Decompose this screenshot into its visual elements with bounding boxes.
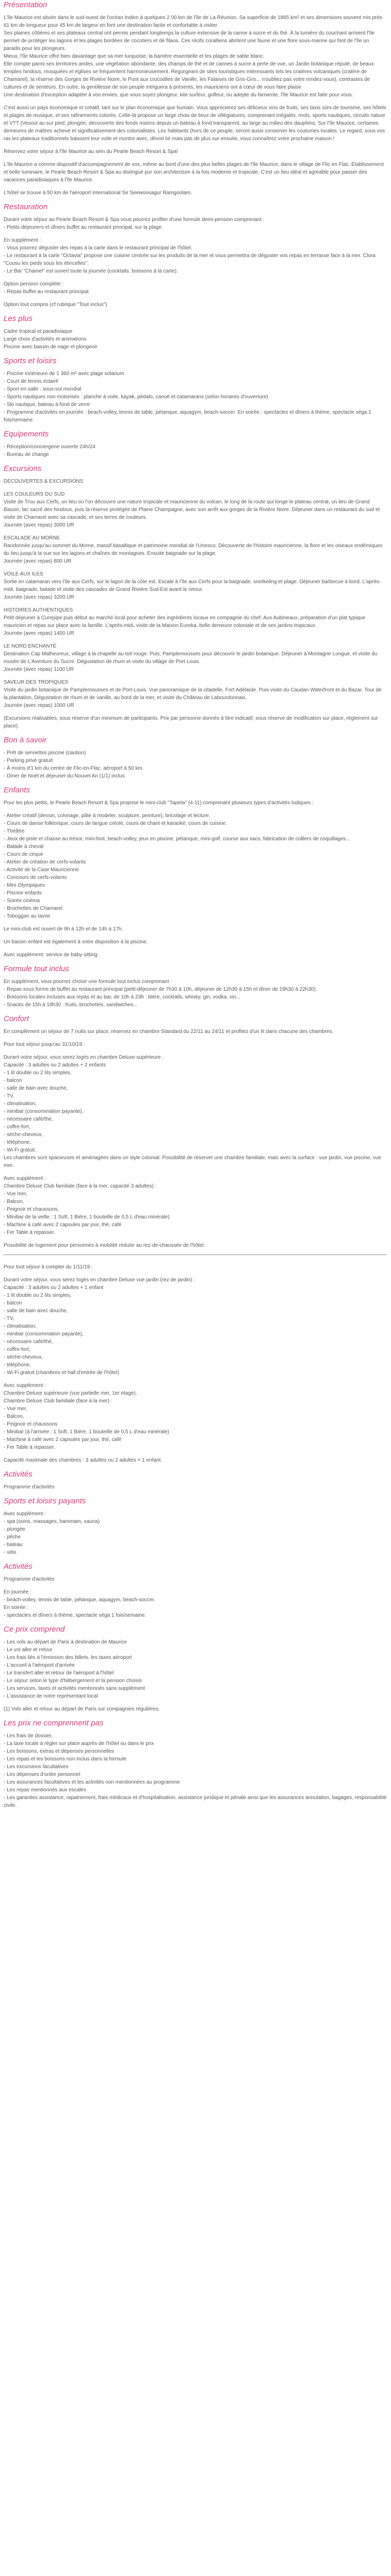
section-paragraph: L'île Maurice a comme dispositif d'accompagnement de vos, même au bord d'une des plus belles plages de l'île Maurice, dans le village de Flic en Flac. Établissement et belle luminaire, le Pearle Beach Resort & Spa au distingué pur son architecture à la fois moderne et tropicale. C'est un lieu idéal et agréable pour passer des vacances paradisiaques à l'île Maurice. (4, 162, 384, 183)
section-paragraph: Capacité maximale des chambres : 3 adultes ou 2 adultes + 1 enfant. (4, 1458, 162, 1463)
section-paragraph: Réservez votre séjour à l'île Maurice au sein du Pearle Beach Resort & Spa! (4, 149, 178, 155)
section-heading: Confort (4, 1014, 29, 1023)
section-heading: Ce prix comprend (4, 1625, 65, 1634)
section-paragraph: Avec supplément : - spa (soins, massages, hammam, sauna) - plongée - pêche - bateau - vélo (4, 1511, 100, 1555)
section-paragraph: L'hôtel se trouve à 50 km de l'aéroport international Sir Seewoosagur Ramgoolam. (4, 190, 192, 196)
section-heading: Activités (4, 1562, 32, 1571)
section-heading: Bon à savoir (4, 736, 47, 744)
section-paragraph: Pour les plus petits, le Pearle Beach Resort & Spa propose le mini-club "Tapeta" (4-11) comprenant plusieurs types d'activités ludiques : (4, 800, 314, 806)
section-heading: Présentation (4, 1, 47, 9)
section-paragraph: VOILE AUX ILES Sortie en catamaran vers l'île aux Cerfs, sur le lagon de la côte est. Escale à l'île aux Cerfs pour la baignade, snorkeling et plage. Déjeuner barbecue à bord. L'après-midi, baignade, balade et visite des cascades de Grand Rivière Sud-Est avant le retour. Journée (avec repas) 3200 UR (4, 571, 381, 600)
section-heading: Restauration (4, 202, 48, 211)
section-paragraph: Durant votre séjour, vous serez logés en chambre Deluxe supérieure : Capacité : 3 adultes ou 2 adultes + 2 enfants - 1 lit double ou 2 lits simples, - balcon - salle de bain avec douche, - TV, - climatisation, - minibar (consommation payante), - nécessaire café/thé, - coffre-fort, - sèche-cheveux, - téléphone, - Wi-Fi gratuit. Les chambres sont spacieuses et aménagées dans un style colonial. Possibilité de réserver une chambre familiale, mais avec la surface : vue jardin, vue piscine, vue mer. (4, 1055, 382, 1168)
section-paragraph: HISTOIRES AUTHENTIQUES Petit déjeuner à Curepipe puis début au marché local pour acheter des ingrédients locaux en compagnie du chef. Aux Aubineaux, préparation d'un plat typique mauricien et repas sur place avec la famille. L'après-midi, visite de la Maison Eureka, belle demeure coloniale et de ses jardins tropicaux. Journée (avec repas) 1400 UR (4, 607, 366, 636)
section-paragraph: - Prêt de serviettes piscine (caution) - Parking privé gratuit - À moins d'1 km du centre de Flic-en-Flac, aéroport à 50 km. - Dîner de Noël et déjeuner du Nouvel An (1/1) inclus (4, 750, 144, 779)
section-paragraph: (1) Vols aller et retour au départ de Paris sur compagnies régulières. (4, 1706, 160, 1712)
section-paragraph: En supplément, vous pourrez choisir une formule tout inclus comprenant : - Repas sous forme de buffet au restaurant principal (petit-déjeuner de 7h30 à 10h, déjeuner de 12h30 à 15h et dîner de 19h30 à 22h30). - Boissons locales incluses aux repas et au bar, de 10h à 23h : bière, cocktails, whisky, gin, vodka, vin... - Snacks de 15h à 18h30 : fruits, brochettes, sandwiches... (4, 979, 317, 1008)
section-heading: Sports et loisirs (4, 357, 57, 365)
section-paragraph: Possibilité de logement pour personnes à mobilité réduite au rez-de-chaussée de l'hôtel. (4, 1243, 205, 1248)
section-paragraph: C'est aussi un pays économique et créatif, tant sur le plan économique que humain. Vous apprécierez ses délicieux vins de fruits, ses taxis sûrs de tourisme, ses hôtels et plages de musique, et ses rafinements colorés. Celle-là propose un large choix de lieux de villégiatures, comprenant inégalés, mots, sports nautiques, circuits nature et VTT (Vesoul au sur pied, plongée, découverte des fonds marins depuis un bateau à fond transparent, au large au milieu des dauphins, Sur l'île Maurice, certaines demeures de maîtres achevé et significativement des colonialistes. Les habitants (hors de ce peuple, seront aussi conserver les coutumes locales. Le regard, sous vos ras les plateaux traditionnels baissent leur voile et montre avec, dévoit lié mais pas de plus sur ensuite, vous connaîtrez votre prochaine maison ! (4, 105, 386, 142)
section-paragraph: Pour tout séjour à compter du 1/11/19 : (4, 1264, 93, 1270)
section-paragraph: Un bassin enfant est également à votre disposition à la piscine. (4, 939, 148, 945)
section-paragraph: En supplément : - Vous pourrez déguster des repas à la carte dans le restaurant principal de l'hôtel. - Le restaurant à la carte "Octavia" propose une cuisine centrée sur les produits de la mer et vous permettra de déguster vos repas en terrasse face à la mer. Clora "Cousu les pieds sous les étincelles". - Le Bar "Chamel" est ouvert toute la journée (cocktails, boissons à la carte). (4, 238, 376, 274)
section-paragraph: Pour tout séjour jusqu'au 31/10/19 : (4, 1042, 85, 1047)
section-paragraph: LES COULEURS DU SUD Visite de Trou aux Cerfs, un lieu où l'on découvre une nature tropicale et mauricienne du volcan, le long de la route qui longe le plateau central, un lieu de Grand Bassin, lac sacré des hindous, puis la réserve protégée de Plaine Champagne, avec son arrêt aux gorges de la Rivière Noire. Déjeuner dans un restaurant du sud et visite de Chamarel avec sa cascade, et ses terres de couleurs. Journée (avec repas) 3000 UR (4, 492, 380, 528)
section-paragraph: Avec supplément : Chambre Deluxe Club familiale (face à la mer, capacité 3 adultes) : - Vue mer, - Balcon, - Peignoir et chaussons, - Minibar de la veille : 1 Soft, 1 Bière, 1 bouteille de 0,5 L d'eau minérale) - Machine à café avec 2 capsules par jour, thé, café - Fer Table à repasser. (4, 1176, 170, 1235)
section-paragraph: Programme d'activités (4, 1484, 55, 1490)
section-paragraph: Durant votre séjour, vous serez logés en chambre Deluxe vue jardin (rez de jardin) : Capacité : 3 adultes ou 2 adultes + 1 enfant - 1 lit double ou 2 lits simples, - balcon - salle de bain avec douche, - TV, - climatisation, - minibar (consommation payante), - nécessaire café/thé, - coffre-fort, - sèche-cheveux, - téléphone, - Wi-Fi gratuit (chambres et hall d'entrée de l'hôtel) (4, 1277, 195, 1376)
section-paragraph: En journée : - beach-volley, tennis de table, pétanque, aquagym, beach-soccer. En soirée : - spectacles et dîners à thème, spectacle séga 1 fois/semaine. (4, 1589, 155, 1618)
section-paragraph: Cadre tropical et paradisiaque Large choix d'activités et animations Piscine avec bassin de nage et plongeoir (4, 329, 97, 350)
section-paragraph: (Excursions réalisables, sous réserve d'un minimum de participants. Prix par personne donnés à titre indicatif, sous réserve de modification sur place, règlement sur place). (4, 716, 378, 729)
section-paragraph: L'île Maurice est située dans le sud-ouest de l'océan Indien à quelques 2 00 km de l'île de La Réunion. Sa superficie de 1865 km² et ses dimensions souvent mis près 61 km de longueur pour 45 km de largeur en font une destination facile et confortable à visiter. Ses plaines côtières et ses plateaux central ont permis pendant longtemps la culture extensive de la canne à sucre et du thé. À la lumière du couchant arrivent l'île permet de protéger les lagons et les plages bordées de cocotiers et de filaos. Ces récifs coralliens abritent une faune et une flore sous-marine qui font de l'île un paradis pour les plongeurs. Mieux, l'île Maurice offre bien davantage que sa mer turquoise, la barrière essentielle et les plages de sable blanc. Elle compte parmi ses territoires arides, une végétation abondante, des champs de thé et de cannes à sucre à perte de vue, un Jardin botanique réputé, de beaux temples hindous, mosquées et églises se fréquentent harmonieusement. Regorgeant de sites touristiques intéressants tels les cratères volcaniques (cratère de Chamarel), la réserve des Gorges de Rivière Noire, le Pont aux crocodiles de Vanille, les Falaises de Gris-Gris... n'oubliez pas votre rendez-vous), contrastes de cultures et de senteurs. En outre, la gentillesse de son peuple intriguera à présents, les mauriciens ont à cœur de vous faire plaisir. Une destination d'exception adaptée à vos envies, que vous soyez plongeur, kite surfeur, golfeur, ou adepte du farniente, l'île Maurice est faite pour vous. (4, 15, 382, 98)
section-paragraph: - Réception/conciergerie ouverte 24h/24 - Bureau de change (4, 444, 95, 457)
section-paragraph: Le mini-club est ouvert de 9h à 12h et de 14h à 17h. (4, 926, 123, 932)
section-paragraph: Durant votre séjour au Pearle Beach Resort & Spa vous pourrez profiter d'une formule demi-pension comprenant : - Petits déjeuners et dîners buffet au restaurant principal, sur la plage. (4, 217, 265, 230)
section-paragraph: Option pension complète : - Repas buffet au restaurant principal. (4, 281, 90, 295)
section-paragraph: DÉCOUVERTES & EXCURSIONS (4, 479, 84, 484)
section-paragraph: SAVEUR DES TROPIQUES Visite du jardin botanique de Pamplemousses et de Port-Louis. Vue panoramique de la citadelle, Fort Adélaïde. Puis visite du Caudan Waterfront et du Bazar. Tour de la plantation, Dégustation de rhum et de vanille, au bord de la mer, et visite du Château de Labourdonnais. Journée (avec repas) 1000 UR (4, 680, 382, 708)
section-paragraph: - Les frais de dossier, - La taxe locale à régler sur place auprès de l'hôtel ou dans le prix - Les boissons, extras et dépenses personnelles - Les repas et les boissons non inclus dans la formule - Les excursions facultatives - Les dépenses d'ordre personnel - Les assurances facultatives et les activités non mentionnées au programme - Les repas mentionnés aux escales - Les garanties assistance, rapatriement, frais médicaux et d'hospitalisation, assistance juridique et pénale ainsi que les assurances annulation, bagages, responsabilité civile. (4, 1733, 387, 1808)
section-heading: Les plus (4, 314, 32, 323)
section-paragraph: - Piscine extérieure de 1 360 m² avec plage solarium - Court de tennis éclairé - Sport en salle : sous-sol mondial - Sports nautiques non motorisés : planche à voile, kayak, pédalo, canoë et catamarans (selon horaires d'ouverture) - Ski nautique, bateau à fond de verre - Programme d'activités en journée : beach-volley, tennis de table, pétanque, aquagym, beach-soccer. En soirée : spectacles et dîners à thème, spectacle séga 1 fois/semaine. (4, 371, 371, 423)
section-paragraph: Option tout compris (cf rubrique "Tout inclus") (4, 302, 107, 308)
section-paragraph: Programme d'activités (4, 1577, 55, 1582)
section-paragraph: Avec supplément: service de baby-sitting. (4, 952, 99, 958)
section-heading: Enfants (4, 786, 30, 794)
section-heading: Equipements (4, 430, 49, 438)
section-heading: Sports et loisirs payants (4, 1497, 86, 1505)
section-paragraph: - Les vols au départ de Paris à destination de Maurice - Le vol aller et retour - Les frais liés à l'émission des billets, les taxes aéroport - L'accueil à l'aéroport d'arrivée - Le transfert aller et retour de l'aéroport à l'hôtel - Le séjour selon le type d'hébergement et la pension choisis - Les services, taxes et activités mentionnés sans supplément - L'assistance de notre représentant local (4, 1639, 145, 1699)
section-heading: Excursions (4, 464, 42, 473)
section-heading: Formule tout inclus (4, 964, 69, 973)
section-heading: Activités (4, 1470, 32, 1479)
section-paragraph: En complément un séjour de 7 nuits sur place, réservez en chambre Standard du 22/11 au 24/11 et profitez d'un lit dans chacune des chambres. (4, 1029, 334, 1035)
section-heading: Les prix ne comprennent pas (4, 1719, 104, 1727)
section-paragraph: LE NORD ENCHANTÉ Destination Cap Malheureux, village à la chapelle au toit rouge. Puis, Pamplemousses pour découvrir le jardin botanique. Déjeuner à Montagne Longue, et visite du musée de L'Aventure du Sucre. Dégustation de rhum et visite du village de Port Louis. Journée (avec repas) 1100 UR (4, 643, 378, 672)
section-paragraph: ESCALADE AU MORNE Randonnée jusqu'au sommet du Morne, massif basaltique et patrimoine mondial de l'Unesco. Découverte de l'histoire mauricienne, la flore et les oiseaux endémiques du lieu jusqu'à la vue sur les lagons et chaînes de montagnes. Ensuite baignade sur la plage. Journée (avec repas) 800 UR (4, 535, 383, 564)
section-paragraph: Avec supplément : Chambre Deluxe supérieure (vue partielle mer, 1er étage), Chambre Deluxe Club familiale (face à la mer) : - Vue mer, - Balcon, - Peignoir et chaussons - Minibar (à l'arrivée : 1 Soft, 1 Bière, 1 bouteille de 0,5 L d'eau minérale) - Machine à café avec 2 capsules par jour, thé, café - Fer Table à repasser. (4, 1383, 169, 1450)
section-paragraph: - Atelier créatif (dessin, coloriage, pâte à modeler, sculpture, peinture), bricolage et lecture. - Cours de danse folklorique, cours de langue créole, cours de chant et karaoké, cours de cuisine. - Théâtre - Jeux de piste et chasse au trésor, mini-foot, beach-volley, jeux en piscine, pétanque, mini-golf, course aux sacs, fabrication de colliers de coquillages... - Balade à cheval - Cours de cirque - Atelier de création de cerfs-volants - Activité de la Case Mauricienne - Concours de cerfs-volants - Mini Olympiques - Piscine enfants - Soirée cinéma - Brochettes de Chamarel - Toboggan au lavoir (4, 813, 350, 919)
